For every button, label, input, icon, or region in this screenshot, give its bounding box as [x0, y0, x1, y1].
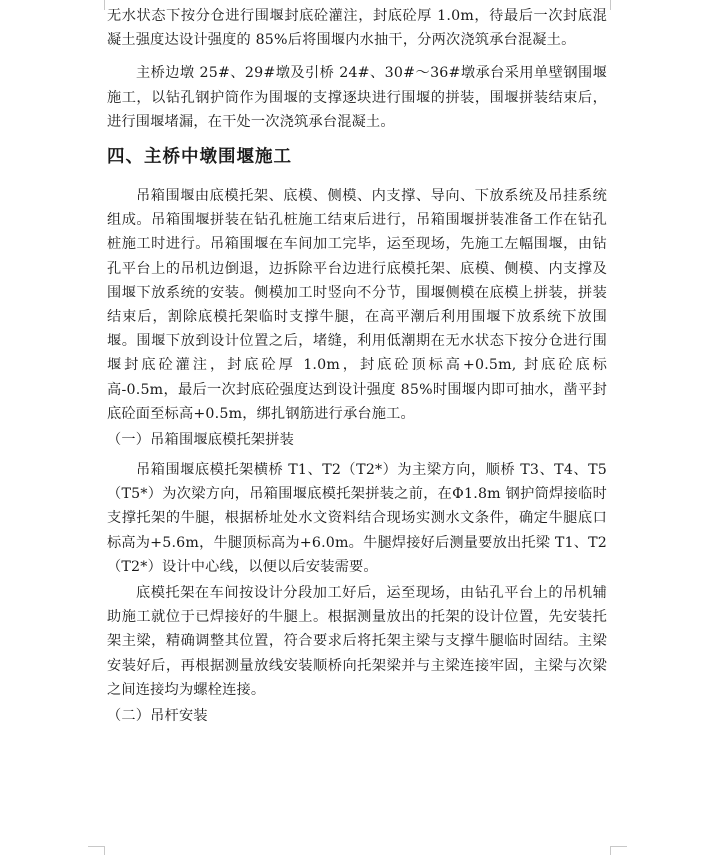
page-corner-mark-bottom-right — [610, 846, 627, 855]
page-corner-mark-top-right — [610, 0, 627, 10]
paragraph-box-cofferdam-overview: 吊箱围堰由底模托架、底模、侧模、内支撑、导向、下放系统及吊挂系统组成。吊箱围堰拼装在钻孔桩施工结束后进行，吊箱围堰拼装准备工作在钻孔桩施工时进行。吊箱围堰在车间加工完毕，运至现场，先施工左幅围堰，由钻孔平台上的吊机边倒退，边拆除平台边进行底模托架、底模、侧模、内支撑及围堰下放系统的安装。侧模加工时竖向不分节，围堰侧模在底模上拼装，拼装结束后，割除底模托架临时支撑牛腿，在高平潮后利用围堰下放系统下放围堰。围堰下放到设计位置之后，堵缝，利用低潮期在无水状态下按分仓进行围堰封底砼灌注，封底砼厚 1.0m，封底砼顶标高+0.5m, 封底砼底标高-0.5m，最后一次封底砼强度达到设计强度 85%时围堰内即可抽水，凿平封底砼面至标高+0.5m，绑扎钢筋进行承台施工。 — [107, 188, 607, 422]
section-heading: 四、主桥中墩围堰施工 — [107, 147, 292, 168]
paragraph-side-pier-cofferdam: 主桥边墩 25#、29#墩及引桥 24#、30#～36#墩承台采用单壁钢围堰施工，以钻孔钢护筒作为围堰的支撑逐块进行围堰的拼装，围堰拼装结束后，进行围堰堵漏，在干处一次浇筑承台混凝土。 — [107, 65, 607, 130]
subsection-heading-hanger-rod: （二）吊杆安装 — [107, 708, 208, 725]
subsection-heading-bottom-bracket: （一）吊箱围堰底模托架拼装 — [107, 432, 295, 449]
document-body — [107, 4, 607, 734]
paragraph-sealing-continued: 无水状态下按分仓进行围堰封底砼灌注，封底砼厚 1.0m，待最后一次封底混凝土强度达设计强度的 85%后将围堰内水抽干，分两次浇筑承台混凝土。 — [107, 8, 607, 49]
paragraph-bracket-beams: 吊箱围堰底模托架横桥 T1、T2（T2*）为主梁方向，顺桥 T3、T4、T5（T5*）为次梁方向，吊箱围堰底模托架拼装之前，在Φ1.8m 钢护筒焊接临时支撑托架的牛腿，根据桥址处水文资料结合现场实测水文条件，确定牛腿底口标高为+5.6m，牛腿顶标高为+6.0m。牛腿焊接好后测量要放出托梁 T1、T2（T2*）设计中心线，以便以后安装需要。 — [107, 462, 607, 575]
page-corner-mark-bottom-left — [88, 846, 105, 855]
page-corner-mark-top-left — [88, 0, 105, 10]
paragraph-bracket-installation: 底模托架在车间按设计分段加工好后，运至现场，由钻孔平台上的吊机辅助施工就位于已焊接好的牛腿上。根据测量放出的托架的设计位置，先安装托架主梁，精确调整其位置，符合要求后将托架主梁与支撑牛腿临时固结。主梁安装好后，再根据测量放线安装顺桥向托架梁并与主梁连接牢固，主梁与次梁之间连接均为螺栓连接。 — [107, 585, 607, 698]
